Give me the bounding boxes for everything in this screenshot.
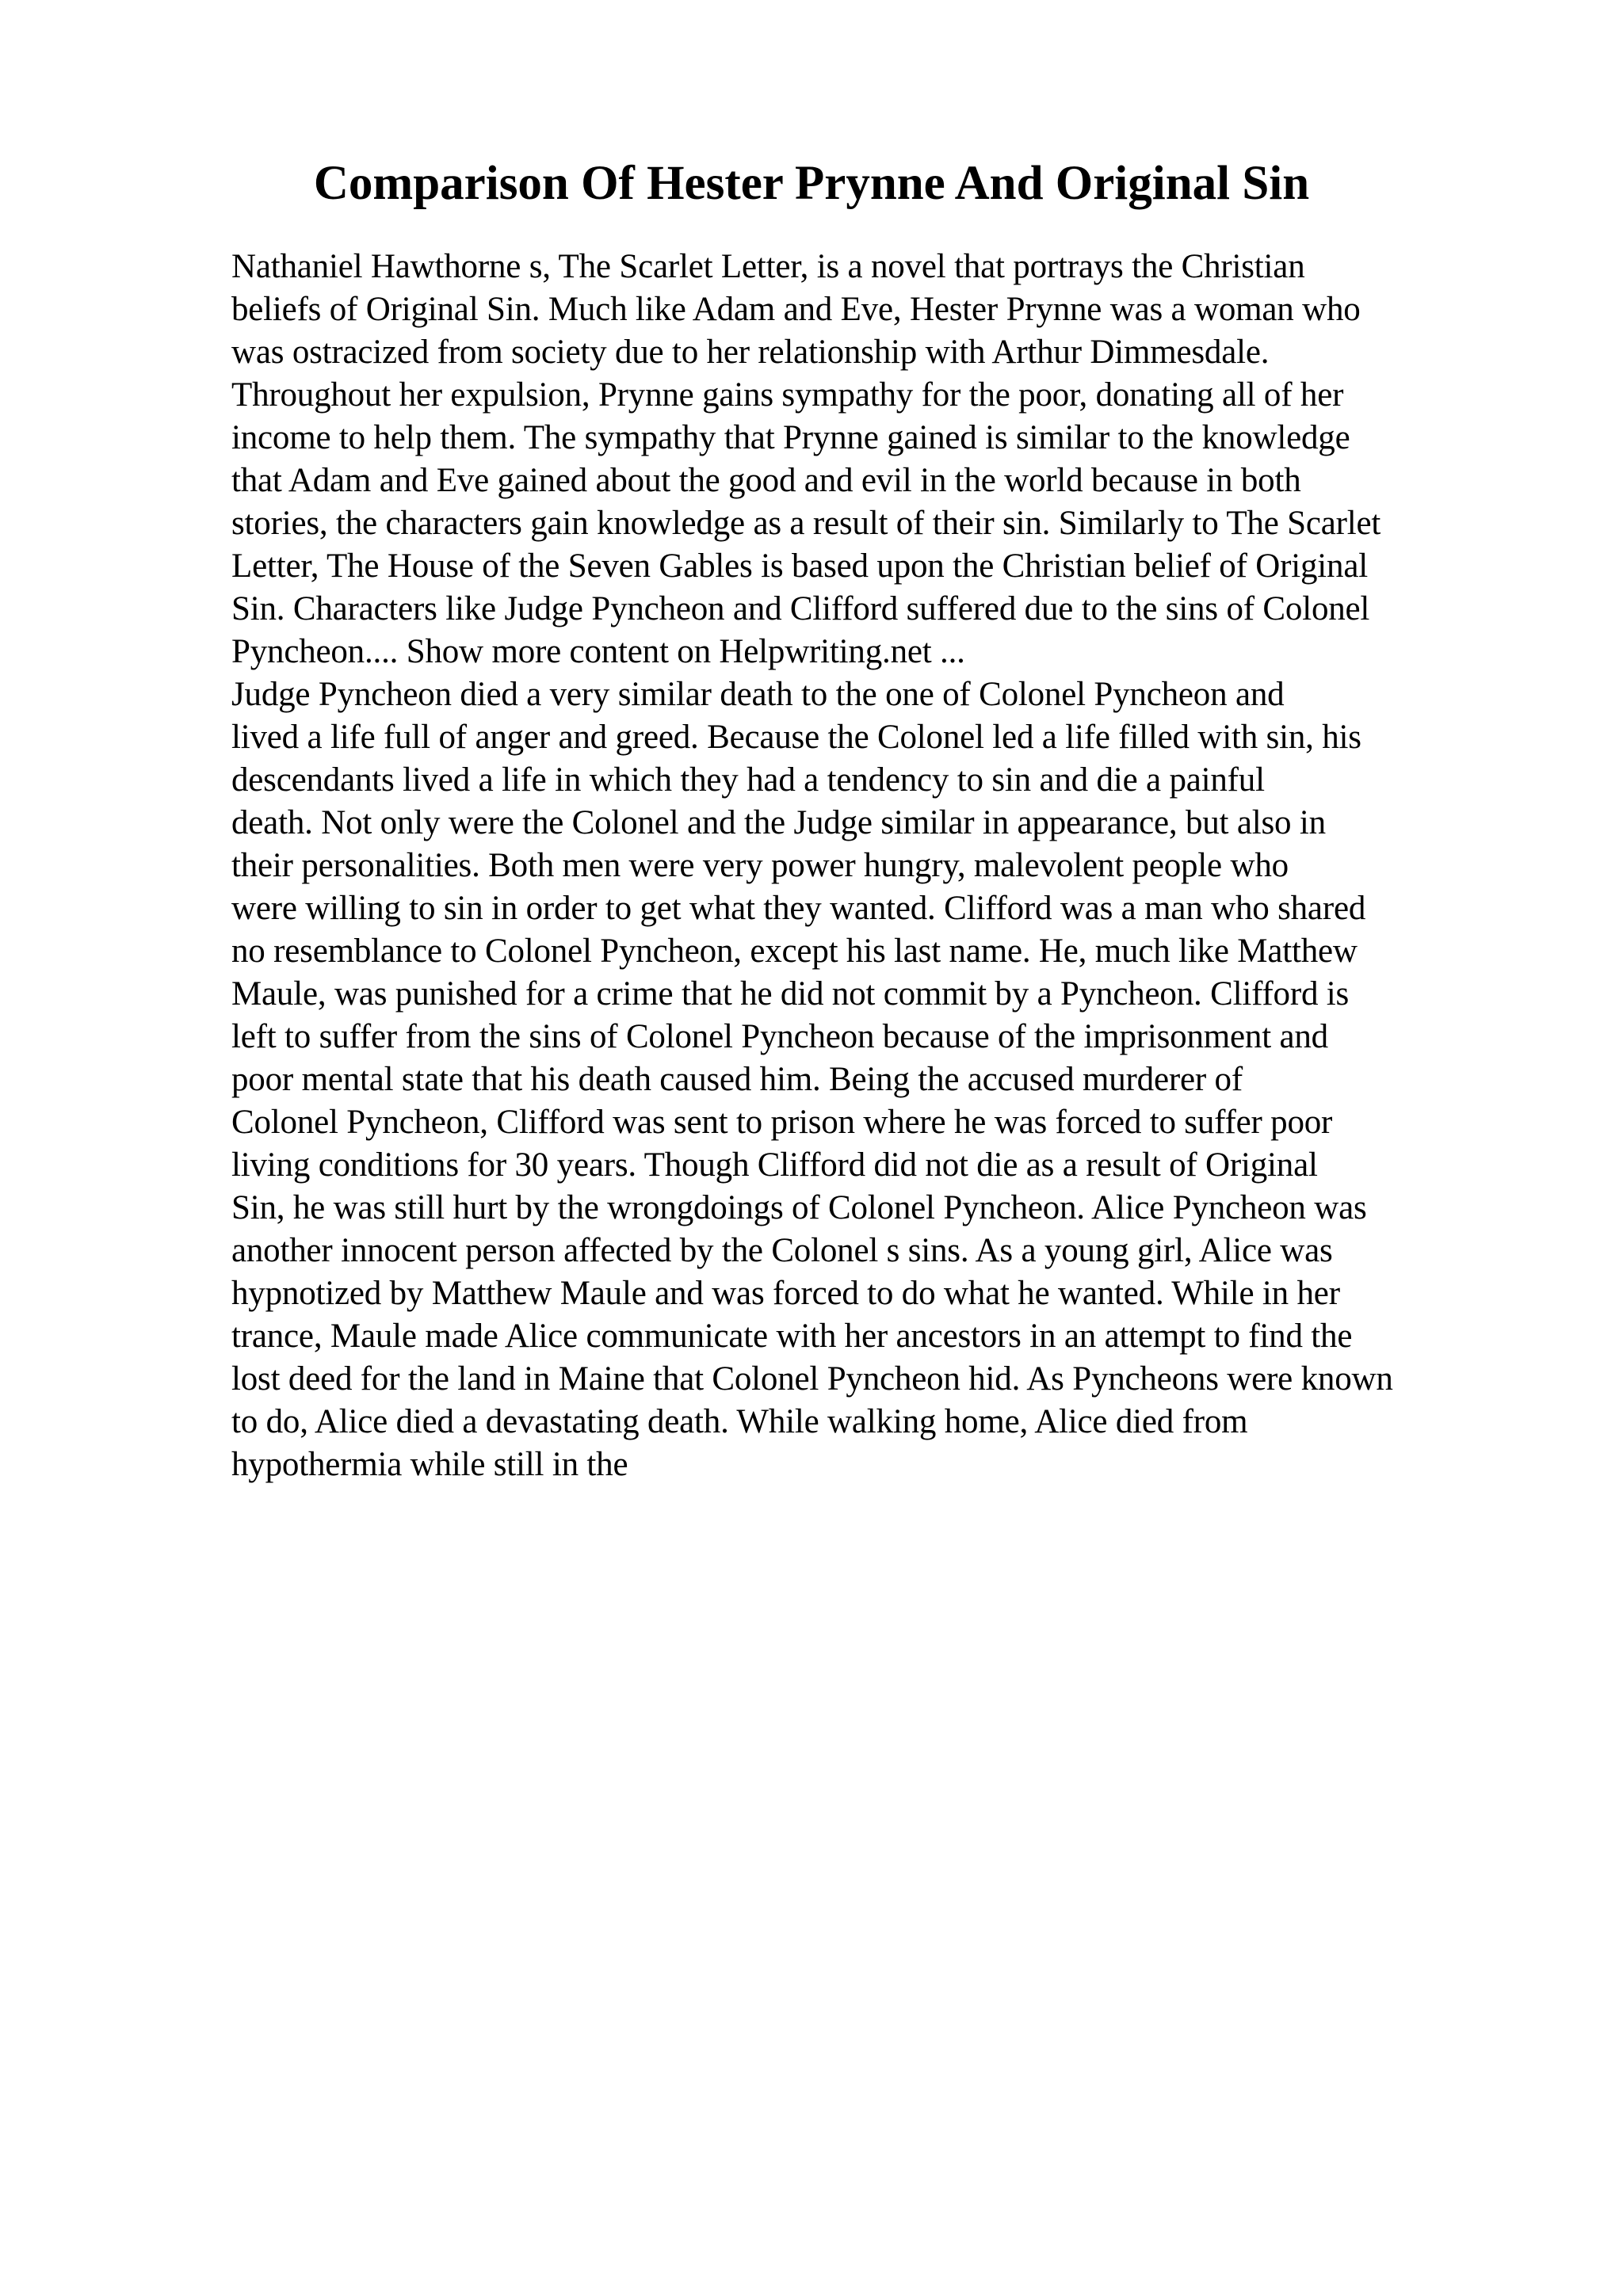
- text-line: Pyncheon.... Show more content on Helpwriting.net ...: [231, 633, 965, 670]
- text-line: income to help them. The sympathy that Prynne gained is similar to the knowledge: [231, 419, 1350, 456]
- text-line: death. Not only were the Colonel and the Judge similar in appearance, but also in: [231, 804, 1326, 841]
- text-line: Nathaniel Hawthorne s, The Scarlet Letter, is a novel that portrays the Christian: [231, 248, 1305, 285]
- text-line: Maule, was punished for a crime that he did not commit by a Pyncheon. Clifford is: [231, 975, 1350, 1013]
- text-line: lived a life full of anger and greed. Because the Colonel led a life filled with sin, his: [231, 719, 1361, 756]
- text-line: another innocent person affected by the Colonel s sins. As a young girl, Alice was: [231, 1232, 1333, 1269]
- text-line: poor mental state that his death caused him. Being the accused murderer of: [231, 1061, 1243, 1098]
- text-line: was ostracized from society due to her relationship with Arthur Dimmesdale.: [231, 334, 1270, 371]
- text-line: Sin. Characters like Judge Pyncheon and Clifford suffered due to the sins of Colonel: [231, 590, 1370, 627]
- text-line: hypnotized by Matthew Maule and was forced to do what he wanted. While in her: [231, 1275, 1340, 1312]
- text-line: trance, Maule made Alice communicate with her ancestors in an attempt to find the: [231, 1318, 1353, 1355]
- text-line: Judge Pyncheon died a very similar death to the one of Colonel Pyncheon and: [231, 676, 1285, 713]
- text-line: their personalities. Both men were very power hungry, malevolent people who: [231, 847, 1289, 884]
- text-line: descendants lived a life in which they had a tendency to sin and die a painful: [231, 761, 1265, 799]
- document-title: Comparison Of Hester Prynne And Original Sin: [313, 157, 1310, 210]
- text-line: Colonel Pyncheon, Clifford was sent to prison where he was forced to suffer poor: [231, 1104, 1333, 1141]
- text-line: that Adam and Eve gained about the good and evil in the world because in both: [231, 462, 1301, 499]
- text-line: Letter, The House of the Seven Gables is based upon the Christian belief of Original: [231, 547, 1368, 585]
- text-line: no resemblance to Colonel Pyncheon, except his last name. He, much like Matthew: [231, 933, 1358, 970]
- text-line: stories, the characters gain knowledge as a result of their sin. Similarly to The Scarlet: [231, 505, 1381, 542]
- text-line: left to suffer from the sins of Colonel Pyncheon because of the imprisonment and: [231, 1018, 1328, 1055]
- text-line: were willing to sin in order to get what they wanted. Clifford was a man who shared: [231, 890, 1366, 927]
- document-body: [231, 246, 1531, 1486]
- text-line: Throughout her expulsion, Prynne gains sympathy for the poor, donating all of her: [231, 376, 1344, 414]
- text-line: lost deed for the land in Maine that Colonel Pyncheon hid. As Pyncheons were known: [231, 1360, 1393, 1398]
- text-line: Sin, he was still hurt by the wrongdoings of Colonel Pyncheon. Alice Pyncheon was: [231, 1189, 1367, 1226]
- text-line: hypothermia while still in the: [231, 1446, 628, 1483]
- text-line: living conditions for 30 years. Though Clifford did not die as a result of Original: [231, 1146, 1318, 1184]
- text-line: beliefs of Original Sin. Much like Adam and Eve, Hester Prynne was a woman who: [231, 291, 1361, 328]
- text-line: to do, Alice died a devastating death. While walking home, Alice died from: [231, 1403, 1248, 1440]
